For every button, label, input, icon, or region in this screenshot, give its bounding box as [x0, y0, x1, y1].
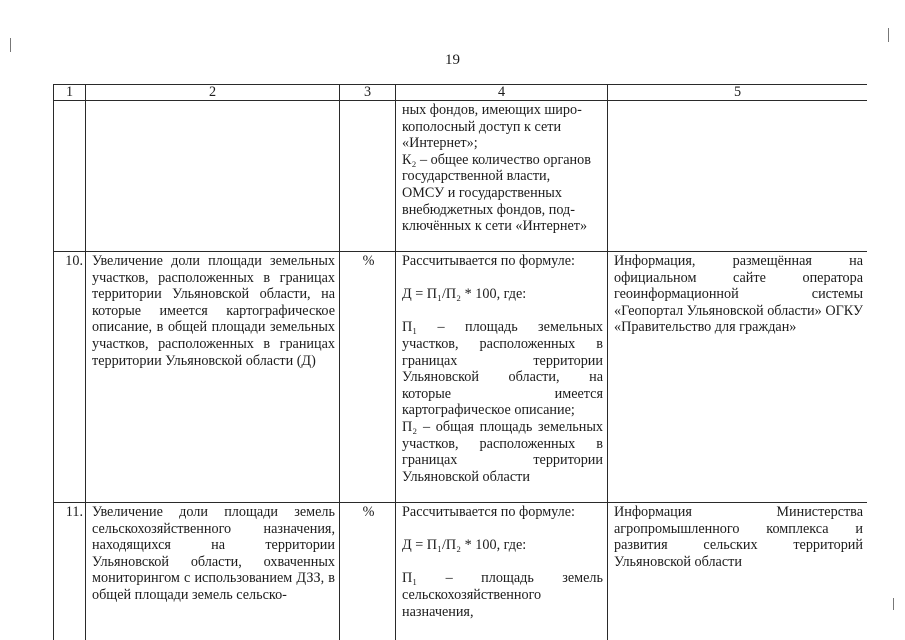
unit-cell: % [340, 503, 396, 640]
column-header-1: 1 [54, 85, 86, 101]
formula-line: ключённых к сети «Интернет» [402, 218, 588, 235]
unit-cell: % [340, 252, 396, 503]
formula-line: «Интернет»; [402, 135, 478, 152]
formula-line: внебюджетных фондов, под- [402, 201, 575, 218]
scan-mark-left [10, 38, 11, 52]
scan-mark-bottom-right [893, 598, 894, 610]
column-header-5: 5 [608, 85, 868, 101]
column-header-4: 4 [396, 85, 608, 101]
column-header-2: 2 [86, 85, 340, 101]
indicator-name-cell: Увеличение доли площади земельных участков, расположенных в границах территории Ульяновской области, на которые имеется картографическое описание, в общей площади земельных участков, расположенных в границах территории Ульяновской области (Д) [86, 252, 340, 503]
formula-line: государственной власти, [402, 168, 551, 185]
indicators-table [53, 84, 867, 640]
formula: Д = П₁/П₂ * 100, где: [402, 286, 527, 303]
table-row [54, 503, 868, 640]
source-cell: Информация, размещённая на официальном сайте оператора геоинформационной системы «Геопортал Ульяновской области» ОГКУ «Правительство для граждан» [608, 252, 868, 503]
formula-intro: Рассчитывается по формуле: [402, 504, 575, 520]
formula-cell [396, 503, 608, 640]
indicator-name-cell [86, 101, 340, 252]
source-cell: Информация Министерства агропромышленного комплекса и развития сельских территорий Ульяновской области [608, 503, 868, 640]
row-number-cell: 10. [54, 252, 86, 503]
formula-definition: П₂ – общая площадь земельных участков, расположенных в границах территории Ульяновской области [402, 418, 603, 485]
row-number-cell: 11. [54, 503, 86, 640]
formula-definition: П₁ – площадь земельных участков, расположенных в границах территории Ульяновской области, на которые имеется картографическое описание; [402, 319, 603, 419]
unit-cell [340, 101, 396, 252]
table-row-continued [54, 101, 868, 252]
formula-cell [396, 101, 608, 252]
scan-mark-right [888, 28, 889, 42]
formula-line: кополосный доступ к сети [402, 118, 562, 135]
row-number-cell [54, 101, 86, 252]
formula-line: ных фондов, имеющих широ- [402, 102, 582, 118]
formula-line: К₂ – общее количество органов [402, 151, 591, 168]
formula-cell [396, 252, 608, 503]
formula: Д = П₁/П₂ * 100, где: [402, 537, 527, 554]
formula-line: ОМСУ и государственных [402, 184, 562, 201]
source-cell [608, 101, 868, 252]
table-row [54, 252, 868, 503]
column-header-3: 3 [340, 85, 396, 101]
document-table-container [53, 84, 867, 640]
formula-intro: Рассчитывается по формуле: [402, 253, 575, 269]
page-number: 19 [445, 52, 460, 68]
formula-definition: П₁ – площадь земель сельскохозяйственного назначения, [402, 570, 603, 620]
indicator-name-cell: Увеличение доли площади земель сельскохозяйственного назначения, находящихся на территории Ульяновской области, охваченных мониторингом с использованием ДЗЗ, в общей площади земель сельско- [86, 503, 340, 640]
table-header-row [54, 85, 868, 101]
